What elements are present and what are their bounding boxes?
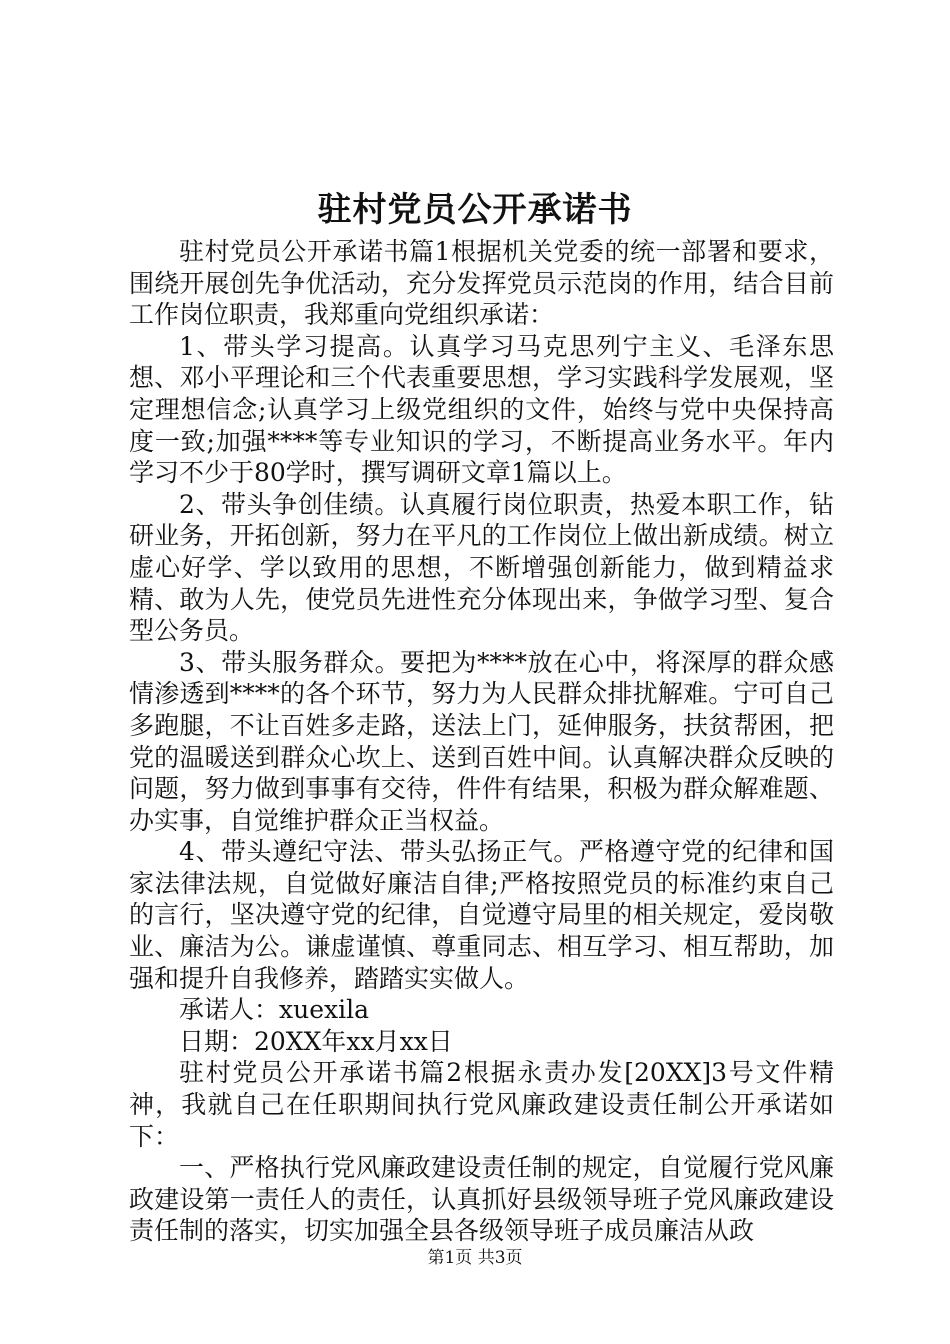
date-line: 日期：20XX年xx月xx日 — [179, 1026, 453, 1056]
paragraph-section-2-item-1: 一、严格执行党风廉政建设责任制的规定，自觉履行党风廉政建设第一责任人的责任，认真抓好县级领导班子党风廉政建设责任制的落实，切实加强全县各级领导班子成员廉洁从政 — [129, 1153, 834, 1246]
document-body — [129, 236, 834, 1247]
paragraph-item-1: 1、带头学习提高。认真学习马克思列宁主义、毛泽东思想、邓小平理论和三个代表重要思想，学习实践科学发展观，坚定理想信念;认真学习上级党组织的文件，始终与党中央保持高度一致;加强****等专业知识的学习，不断提高业务水平。年内学习不少于80学时，撰写调研文章1篇以上。 — [129, 331, 834, 488]
paragraph-item-3: 3、带头服务群众。要把为****放在心中，将深厚的群众感情渗透到****的各个环节，努力为人民群众排扰解难。宁可自己多跑腿，不让百姓多走路，送法上门，延伸服务，扶贫帮困，把党的温暖送到群众心坎上、送到百姓中间。认真解决群众反映的问题，努力做到事事有交待，件件有结果，积极为群众解难题、办实事，自觉维护群众正当权益。 — [129, 647, 834, 835]
page-footer: 第1页 共3页 — [427, 1248, 523, 1268]
document-title: 驻村党员公开承诺书 — [317, 190, 633, 230]
paragraph-intro: 驻村党员公开承诺书篇1根据机关党委的统一部署和要求，围绕开展创先争优活动，充分发挥党员示范岗的作用，结合目前工作岗位职责，我郑重向党组织承诺： — [129, 237, 834, 330]
paragraph-section-2-intro: 驻村党员公开承诺书篇2根据永责办发[20XX]3号文件精神，我就自己在任职期间执行党风廉政建设责任制公开承诺如下： — [129, 1058, 834, 1151]
paragraph-item-4: 4、带头遵纪守法、带头弘扬正气。严格遵守党的纪律和国家法律法规，自觉做好廉洁自律;严格按照党员的标准约束自己的言行，坚决遵守党的纪律，自觉遵守局里的相关规定，爱岗敬业、廉洁为公。谦虚谨慎、尊重同志、相互学习、相互帮助，加强和提升自我修养，踏踏实实做人。 — [129, 837, 834, 993]
signatory-line: 承诺人：xuexila — [179, 995, 369, 1025]
paragraph-item-2: 2、带头争创佳绩。认真履行岗位职责，热爱本职工作，钻研业务，开拓创新，努力在平凡的工作岗位上做出新成绩。树立虚心好学、学以致用的思想，不断增强创新能力，做到精益求精、敢为人先，使党员先进性充分体现出来，争做学习型、复合型公务员。 — [129, 489, 834, 646]
